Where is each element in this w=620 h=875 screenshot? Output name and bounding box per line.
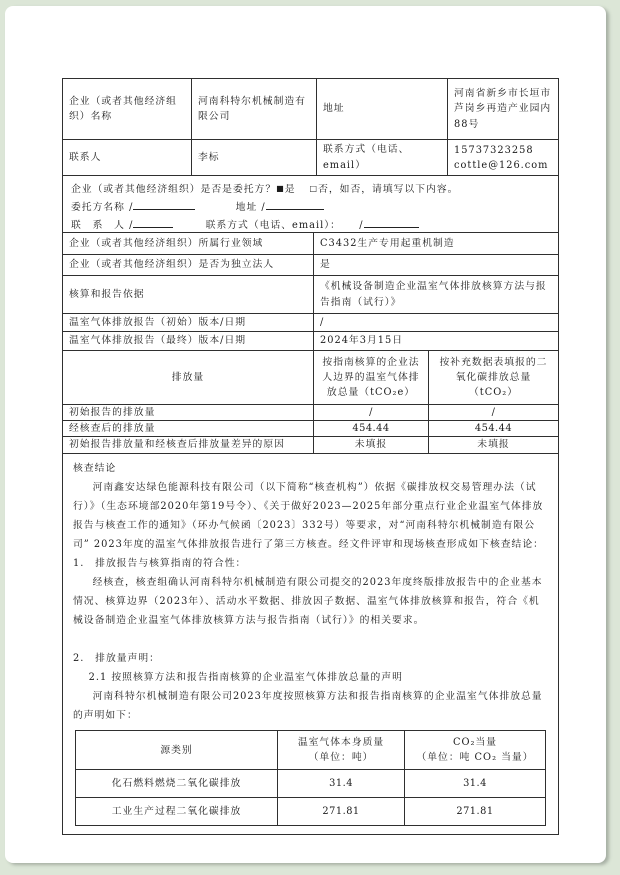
- slash-mark: /: [359, 220, 364, 231]
- delegate-name-line: [71, 198, 550, 216]
- initial-emissions-v2: /: [428, 405, 558, 420]
- row-difference-reason: [63, 436, 558, 453]
- delegate-question-suffix: ，如否，请填写以下内容。: [328, 184, 459, 195]
- row-delegate: [63, 175, 558, 232]
- row-industry: [63, 232, 558, 254]
- address-label: 地址: [316, 79, 447, 139]
- industrial-process-mass: 271.81: [278, 798, 405, 826]
- initial-report-date-value: /: [313, 314, 558, 331]
- checkbox-yes-label: 是: [284, 184, 296, 195]
- delegate-addr-label: 地址: [235, 202, 258, 213]
- industry-value: C3432生产专用起重机制造: [313, 233, 558, 254]
- conclusion-item1-title: 1. 排放报告与核算指南的符合性：: [73, 558, 247, 569]
- conclusion-item2-body: 河南科特尔机械制造有限公司2023年度按照核算方法和报告指南核算的企业温室气体排放总量的声明如下：: [73, 691, 543, 721]
- industrial-process-co2e: 271.81: [404, 798, 545, 826]
- row-contact: [63, 139, 558, 175]
- initial-emissions-label: 初始报告的排放量: [69, 406, 156, 418]
- emissions-col1-header: 按指南核算的企业法人边界的温室气体排放总量（tCO₂e）: [313, 351, 428, 404]
- delegate-person-label: 联 系 人: [71, 220, 125, 231]
- email-address: cottle@126.com: [454, 160, 549, 172]
- legal-entity-value: 是: [313, 255, 558, 275]
- emissions-col2-header: 按补充数据表填报的二氧化碳排放总量（tCO₂）: [428, 351, 558, 404]
- checkbox-yes-checked-icon: ■: [276, 184, 285, 193]
- accounting-basis-value: 《机械设备制造企业温室气体排放核算方法与报告指南（试行）》: [313, 276, 558, 313]
- checkbox-no-label: 否: [318, 184, 329, 195]
- row-initial-emissions: [63, 404, 558, 420]
- blank-underline: [266, 198, 324, 210]
- blank-line: [73, 630, 548, 649]
- delegate-name-label: 委托方名称: [71, 202, 125, 213]
- row-accounting-basis: [63, 275, 558, 313]
- phone-number: 15737323258: [454, 145, 534, 156]
- delegate-cell: [63, 176, 558, 232]
- contact-method-label: 联系方式（电话、email）: [316, 140, 447, 175]
- difference-reason-v2: 未填报: [428, 437, 558, 453]
- emission-declaration-table: [75, 730, 546, 826]
- slash-mark: /: [129, 202, 134, 213]
- fossil-fuel-mass: 31.4: [278, 770, 405, 798]
- row-legal-entity: [63, 254, 558, 275]
- verified-emissions-v1: 454.44: [313, 421, 428, 436]
- conclusion-item2-subtitle: 2.1 按照核算方法和报告指南核算的企业温室气体排放总量的声明: [88, 672, 403, 683]
- contact-label: 联系人: [69, 151, 102, 163]
- verified-emissions-v2: 454.44: [428, 421, 558, 436]
- co2-equivalent-header-line2: （单位：吨 CO₂ 当量）: [416, 752, 534, 763]
- slash-mark: /: [129, 220, 134, 231]
- ghg-mass-header-line2: （单位：吨）: [308, 752, 374, 763]
- industry-label: 企业（或者其他经济组织）所属行业领域: [69, 237, 264, 249]
- verification-report-form: [62, 78, 559, 835]
- conclusion-item2-title: 2. 排放量声明：: [73, 653, 160, 664]
- checkbox-no-unchecked-icon: □: [309, 184, 319, 193]
- row-verified-emissions: [63, 420, 558, 436]
- co2-equivalent-header: [404, 731, 545, 770]
- final-report-date-value: 2024年3月15日: [313, 332, 558, 350]
- delegate-contact-line: [71, 216, 550, 234]
- industrial-process-source: 工业生产过程二氧化碳排放: [76, 798, 278, 826]
- row-company-address: [63, 79, 558, 139]
- declaration-header-row: [76, 731, 546, 770]
- row-emissions-header: [63, 350, 558, 404]
- accounting-basis-label: 核算和报告依据: [69, 288, 145, 300]
- blank-underline: [364, 216, 419, 228]
- blank-underline: [133, 216, 173, 228]
- difference-reason-label: 初始报告排放量和经核查后排放量差异的原因: [69, 439, 285, 451]
- contact-value: 李标: [191, 140, 316, 175]
- verified-emissions-label: 经核查后的排放量: [69, 422, 156, 434]
- conclusion-title: 核查结论: [73, 463, 117, 474]
- ghg-mass-header: [278, 731, 405, 770]
- company-name-value: 河南科特尔机械制造有限公司: [191, 79, 316, 139]
- difference-reason-v1: 未填报: [313, 437, 428, 453]
- legal-entity-label: 企业（或者其他经济组织）是否为独立法人: [69, 259, 275, 271]
- delegate-method-label: 联系方式（电话、email）：: [205, 220, 341, 231]
- table-row-industrial-process: [76, 798, 546, 826]
- delegate-question: 企业（或者其他经济组织）是否是委托方？: [71, 184, 277, 195]
- fossil-fuel-co2e: 31.4: [404, 770, 545, 798]
- row-conclusion: [63, 453, 558, 834]
- source-category-header: 源类别: [76, 731, 278, 770]
- conclusion-item1-body: 经核查，核查组确认河南科特尔机械制造有限公司提交的2023年度终版排放报告中的企业基本情况、核算边界（2023年）、活动水平数据、排放因子数据、温室气体排放核算和报告，符合《机械设备制造企业温室气体排放核算方法与报告指南（试行）》的相关要求。: [73, 577, 543, 626]
- document-page: [5, 6, 606, 863]
- slash-mark: /: [261, 202, 266, 213]
- blank-underline: [133, 198, 195, 210]
- conclusion-cell: [63, 454, 558, 834]
- initial-emissions-v1: /: [313, 405, 428, 420]
- contact-method-value: [447, 140, 558, 175]
- final-report-date-label: 温室气体排放报告（最终）版本/日期: [69, 335, 247, 347]
- co2-equivalent-header-line1: CO₂当量: [452, 737, 498, 748]
- row-initial-report-date: [63, 313, 558, 331]
- table-row-fossil-fuel: [76, 770, 546, 798]
- conclusion-paragraph-1: 河南鑫安达绿色能源科技有限公司（以下简称“核查机构”）依据《碳排放权交易管理办法（试行）》（生态环境部2020年第19号令）、《关于做好2023—2025年部分重点行业企业温室气体排放报告与核查工作的通知》（环办气候函〔2023〕332号）等要求，对“河南科特尔机械制造有限公司” 2023年度的温室气体排放报告进行了第三方核查。经文件评审和现场核查形成如下核查结论：: [73, 482, 544, 550]
- fossil-fuel-source: 化石燃料燃烧二氧化碳排放: [76, 770, 278, 798]
- emissions-label: 排放量: [171, 371, 205, 383]
- ghg-mass-header-line1: 温室气体本身质量: [297, 737, 385, 748]
- initial-report-date-label: 温室气体排放报告（初始）版本/日期: [69, 316, 247, 328]
- address-value: 河南省新乡市长垣市芦岗乡再造产业园内88号: [447, 79, 558, 139]
- row-final-report-date: [63, 331, 558, 350]
- company-name-label: 企业（或者其他经济组织）名称: [69, 95, 177, 122]
- delegate-question-line: [71, 180, 550, 198]
